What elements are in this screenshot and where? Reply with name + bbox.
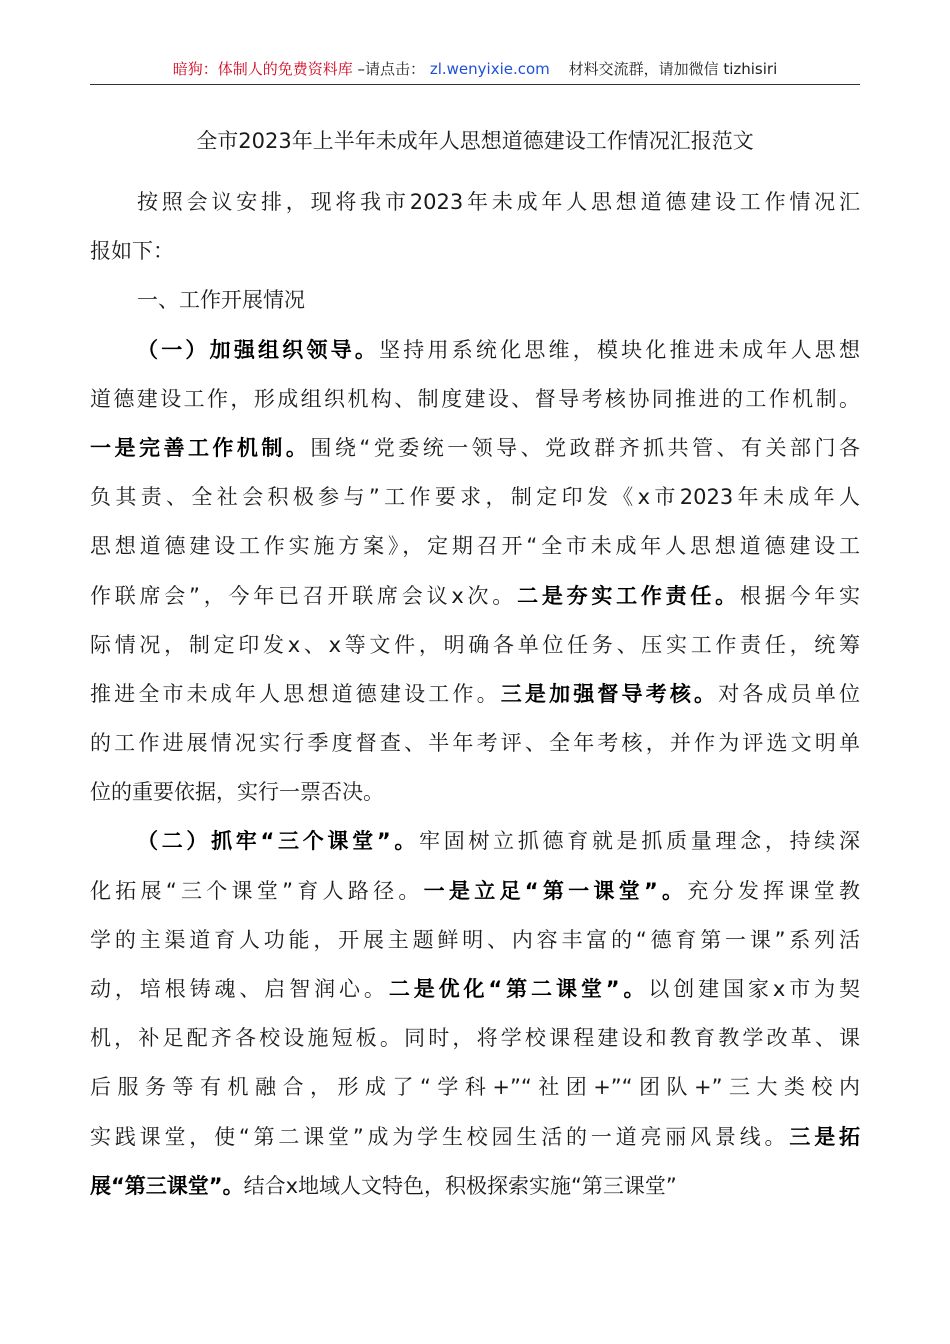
- paragraph-line: 化拓展“三个课堂”育人路径。一是立足“第一课堂”。充分发挥课堂教: [90, 878, 860, 903]
- bold-point: 展“第三课堂”。: [90, 1173, 244, 1198]
- section-heading: 一、工作开展情况: [137, 288, 305, 313]
- bold-point: 三是加强督导考核。: [500, 681, 719, 706]
- paragraph-line: 展“第三课堂”。结合x地域人文特色，积极探索实施“第三课堂”: [90, 1173, 677, 1198]
- paragraph-line: 思想道德建设工作实施方案》，定期召开“全市未成年人思想道德建设工: [90, 534, 860, 559]
- intro-line-1: 按照会议安排，现将我市2023年未成年人思想道德建设工作情况汇: [137, 190, 860, 214]
- paragraph-line: 后服务等有机融合，形成了“学科+”“社团+”“团队+”三大类校内: [90, 1075, 860, 1100]
- header-brand: 暗狗：体制人的免费资料库: [172, 60, 353, 78]
- paragraph-line: 作联席会”，今年已召开联席会议x次。二是夯实工作责任。根据今年实: [90, 583, 861, 608]
- paragraph-line: 学的主渠道育人功能，开展主题鲜明、内容丰富的“德育第一课”系列活: [90, 927, 860, 952]
- paragraph-line: （一）加强组织领导。坚持用系统化思维，模块化推进未成年人思想: [137, 337, 861, 362]
- paragraph-line: 推进全市未成年人思想道德建设工作。三是加强督导考核。对各成员单位: [90, 681, 861, 706]
- paragraph-line: 际情况，制定印发x、x等文件，明确各单位任务、压实工作责任，统筹: [90, 632, 860, 657]
- paragraph-line: 动，培根铸魂、启智润心。二是优化“第二课堂”。以创建国家x市为契: [90, 977, 861, 1001]
- paragraph-line: 实践课堂，使“第二课堂”成为学生校园生活的一道亮丽风景线。三是拓: [90, 1124, 861, 1149]
- subsection-heading: （一）加强组织领导。: [137, 337, 380, 362]
- paragraph-line: 道德建设工作，形成组织机构、制度建设、督导考核协同推进的工作机制。: [90, 386, 860, 411]
- bold-point: 一是完善工作机制。: [90, 435, 311, 460]
- header-prompt: –请点击：: [357, 60, 426, 78]
- paragraph-line: 的工作进展情况实行季度督查、半年考评、全年考核，并作为评选文明单: [90, 731, 860, 756]
- page-header: [90, 58, 860, 80]
- intro-line-2: 报如下：: [90, 239, 174, 264]
- header-divider: [90, 84, 860, 85]
- subsection-heading: （二）抓牢“三个课堂”。: [137, 829, 420, 854]
- bold-point: 一是立足“第一课堂”。: [423, 878, 688, 903]
- page-title: 全市2023年上半年未成年人思想道德建设工作情况汇报范文: [196, 129, 754, 153]
- paragraph-line: 一是完善工作机制。围绕“党委统一领导、党政群齐抓共管、有关部门各: [90, 435, 860, 460]
- paragraph-line: 负其责、全社会积极参与”工作要求，制定印发《x市2023年未成年人: [90, 485, 860, 510]
- paragraph-line: 位的重要依据，实行一票否决。: [90, 780, 384, 805]
- header-contact: 材料交流群，请加微信 tizhisiri: [568, 60, 778, 78]
- bold-point: 二是夯实工作责任。: [517, 583, 740, 608]
- header-url-link[interactable]: zl.wenyixie.com: [429, 60, 550, 78]
- bold-point: 二是优化“第二课堂”。: [388, 977, 649, 1001]
- document-body: [90, 178, 860, 1211]
- bold-point: 三是拓: [789, 1124, 861, 1149]
- paragraph-line: （二）抓牢“三个课堂”。牢固树立抓德育就是抓质量理念，持续深: [137, 829, 860, 854]
- paragraph-line: 机，补足配齐各校设施短板。同时，将学校课程建设和教育教学改革、课: [90, 1026, 860, 1051]
